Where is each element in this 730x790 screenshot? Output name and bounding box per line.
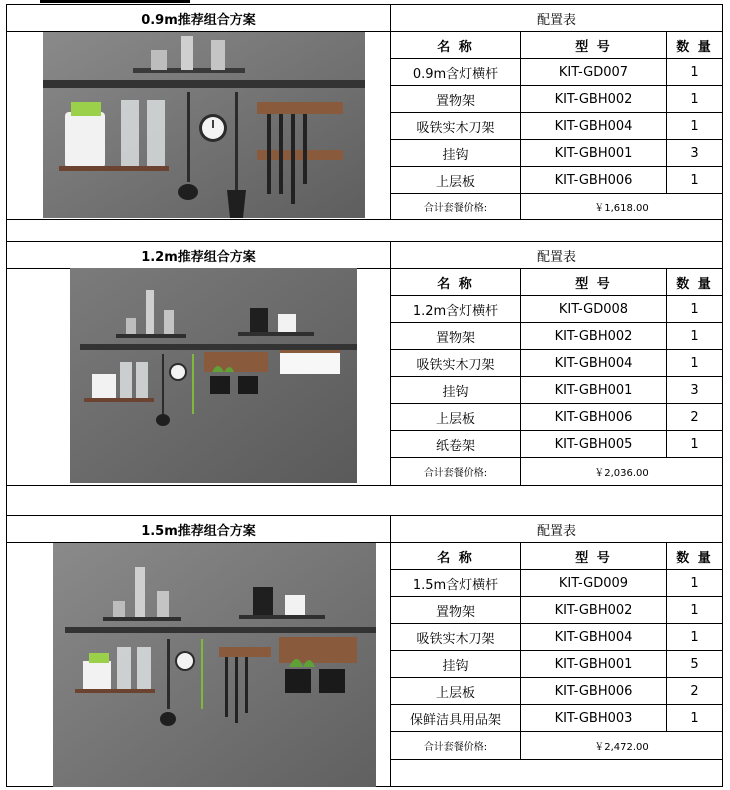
section-1-5m xyxy=(6,515,723,787)
row-name: 1.2m含灯横杆 xyxy=(390,295,521,323)
row-qty: 1 xyxy=(666,430,723,458)
row-qty: 1 xyxy=(666,596,723,624)
row-model: KIT-GD009 xyxy=(520,569,667,597)
row-qty: 1 xyxy=(666,569,723,597)
total-price: ￥1,618.00 xyxy=(520,193,723,220)
row-name: 上层板 xyxy=(390,677,521,705)
row-model: KIT-GBH004 xyxy=(520,349,667,377)
row-qty: 3 xyxy=(666,376,723,404)
row-model: KIT-GBH001 xyxy=(520,650,667,678)
row-model: KIT-GBH006 xyxy=(520,403,667,431)
row-model: KIT-GBH002 xyxy=(520,85,667,113)
row-model: KIT-GD008 xyxy=(520,295,667,323)
row-qty: 2 xyxy=(666,403,723,431)
col-header-qty: 数 量 xyxy=(666,31,723,59)
section-title: 1.5m推荐组合方案 xyxy=(6,515,391,543)
row-name: 上层板 xyxy=(390,403,521,431)
row-qty: 1 xyxy=(666,623,723,651)
col-header-model: 型 号 xyxy=(520,542,667,570)
row-model: KIT-GBH004 xyxy=(520,623,667,651)
row-name: 1.5m含灯横杆 xyxy=(390,569,521,597)
row-name: 置物架 xyxy=(390,596,521,624)
row-qty: 1 xyxy=(666,85,723,113)
row-name: 上层板 xyxy=(390,166,521,194)
config-title: 配置表 xyxy=(390,515,723,543)
row-name: 置物架 xyxy=(390,85,521,113)
col-header-name: 名 称 xyxy=(390,268,521,296)
config-title: 配置表 xyxy=(390,241,723,269)
row-name: 保鲜洁具用品架 xyxy=(390,704,521,732)
row-model: KIT-GBH002 xyxy=(520,596,667,624)
row-qty: 5 xyxy=(666,650,723,678)
row-model: KIT-GBH004 xyxy=(520,112,667,140)
row-qty: 1 xyxy=(666,295,723,323)
row-model: KIT-GBH003 xyxy=(520,704,667,732)
section-title: 0.9m推荐组合方案 xyxy=(6,4,391,32)
spacer-row xyxy=(6,485,723,516)
total-price: ￥2,036.00 xyxy=(520,457,723,486)
col-header-qty: 数 量 xyxy=(666,542,723,570)
col-header-qty: 数 量 xyxy=(666,268,723,296)
section-1-2m xyxy=(6,241,723,486)
total-label: 合计套餐价格: xyxy=(390,731,521,760)
row-qty: 1 xyxy=(666,58,723,86)
row-qty: 1 xyxy=(666,349,723,377)
total-label: 合计套餐价格: xyxy=(390,457,521,486)
row-qty: 2 xyxy=(666,677,723,705)
row-model: KIT-GD007 xyxy=(520,58,667,86)
row-qty: 3 xyxy=(666,139,723,167)
empty-cell xyxy=(390,759,723,787)
row-name: 挂钩 xyxy=(390,376,521,404)
row-model: KIT-GBH001 xyxy=(520,376,667,404)
top-rule xyxy=(40,0,190,3)
row-name: 吸铁实木刀架 xyxy=(390,349,521,377)
row-name: 挂钩 xyxy=(390,650,521,678)
row-qty: 1 xyxy=(666,112,723,140)
config-title: 配置表 xyxy=(390,4,723,32)
row-name: 吸铁实木刀架 xyxy=(390,112,521,140)
total-label: 合计套餐价格: xyxy=(390,193,521,220)
row-model: KIT-GBH002 xyxy=(520,322,667,350)
row-name: 挂钩 xyxy=(390,139,521,167)
product-photo-1-5m xyxy=(53,543,376,787)
col-header-name: 名 称 xyxy=(390,31,521,59)
total-price: ￥2,472.00 xyxy=(520,731,723,760)
row-model: KIT-GBH005 xyxy=(520,430,667,458)
row-name: 纸卷架 xyxy=(390,430,521,458)
row-qty: 1 xyxy=(666,322,723,350)
row-name: 吸铁实木刀架 xyxy=(390,623,521,651)
section-0-9m xyxy=(6,4,723,220)
row-name: 置物架 xyxy=(390,322,521,350)
col-header-model: 型 号 xyxy=(520,268,667,296)
row-qty: 1 xyxy=(666,704,723,732)
row-model: KIT-GBH001 xyxy=(520,139,667,167)
col-header-model: 型 号 xyxy=(520,31,667,59)
row-qty: 1 xyxy=(666,166,723,194)
section-title: 1.2m推荐组合方案 xyxy=(6,241,391,269)
row-model: KIT-GBH006 xyxy=(520,166,667,194)
spacer-row xyxy=(6,219,723,242)
product-photo-1-2m xyxy=(70,268,357,483)
col-header-name: 名 称 xyxy=(390,542,521,570)
product-photo-0-9m xyxy=(43,32,365,218)
row-name: 0.9m含灯横杆 xyxy=(390,58,521,86)
row-model: KIT-GBH006 xyxy=(520,677,667,705)
